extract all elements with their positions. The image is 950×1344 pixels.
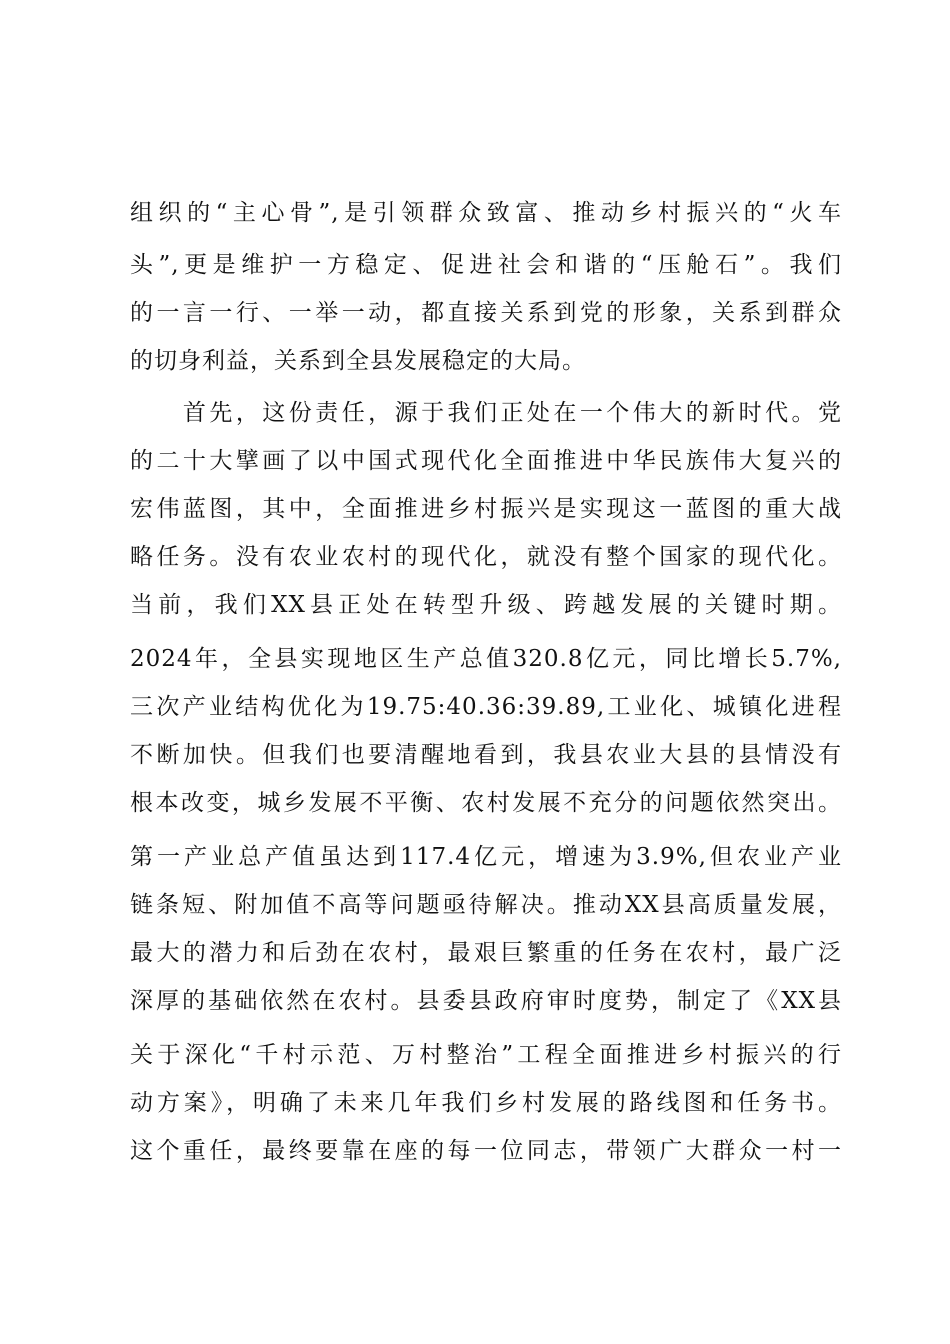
text-line: 三次产业结构优化为19.75:40.36:39.89,工业化、城镇化进程 [130,694,842,720]
text-line: 第一产业总产值虽达到117.4亿元，增速为3.9%,但农业产业 [130,844,842,870]
text-line: 的一言一行、一举一动，都直接关系到党的形象，关系到群众 [130,300,842,326]
text-line: 宏伟蓝图，其中，全面推进乡村振兴是实现这一蓝图的重大战 [130,496,842,522]
text-line: 这个重任，最终要靠在座的每一位同志，带领广大群众一村一 [130,1138,842,1164]
text-line: 组织的“主心骨”,是引领群众致富、推动乡村振兴的“火车 [130,200,842,226]
text-line: 的二十大擘画了以中国式现代化全面推进中华民族伟大复兴的 [130,448,842,474]
text-line: 根本改变，城乡发展不平衡、农村发展不充分的问题依然突出。 [130,790,842,816]
text-line: 略任务。没有农业农村的现代化，就没有整个国家的现代化。 [130,544,842,570]
text-line: 不断加快。但我们也要清醒地看到，我县农业大县的县情没有 [130,742,842,768]
text-line: 当前，我们XX县正处在转型升级、跨越发展的关键时期。 [130,592,842,618]
text-line: 的切身利益，关系到全县发展稳定的大局。 [130,348,586,374]
text-line: 深厚的基础依然在农村。县委县政府审时度势，制定了《XX县 [130,988,842,1014]
text-line: 最大的潜力和后劲在农村，最艰巨繁重的任务在农村，最广泛 [130,940,842,966]
text-line: 链条短、附加值不高等问题亟待解决。推动XX县高质量发展， [130,892,842,918]
text-line: 首先，这份责任，源于我们正处在一个伟大的新时代。党 [130,400,842,426]
text-line: 动方案》，明确了未来几年我们乡村发展的路线图和任务书。 [130,1090,842,1116]
text-line: 关于深化“千村示范、万村整治”工程全面推进乡村振兴的行 [130,1042,842,1068]
text-line: 头”,更是维护一方稳定、促进社会和谐的“压舱石”。我们 [130,252,842,278]
text-line: 2024年，全县实现地区生产总值320.8亿元，同比增长5.7%, [130,646,842,672]
